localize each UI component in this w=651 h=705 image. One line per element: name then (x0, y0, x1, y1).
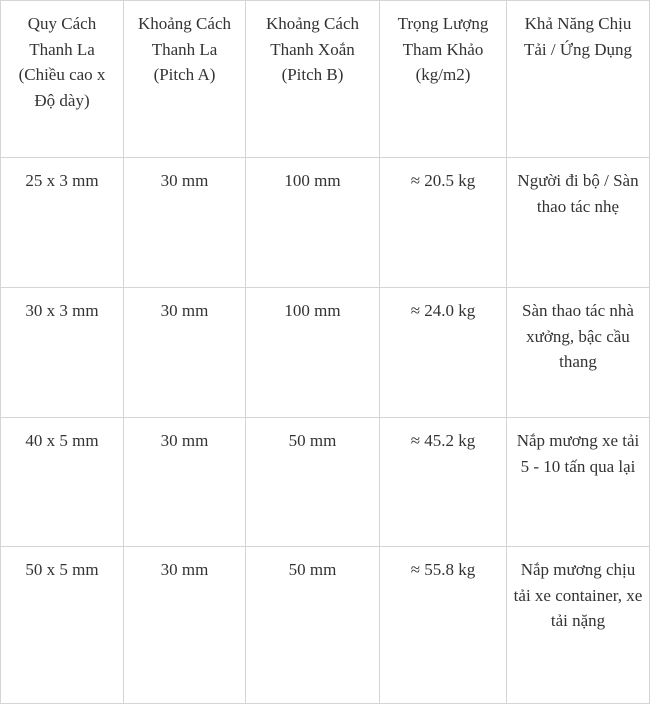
header-bar-size: Quy Cách Thanh La (Chiều cao x Độ dày) (1, 1, 124, 158)
cell-cross-bar-pitch: 50 mm (246, 418, 380, 547)
cell-load-application: Nắp mương chịu tải xe container, xe tải nặng (507, 547, 650, 704)
header-weight: Trọng Lượng Tham Khảo (kg/m2) (380, 1, 507, 158)
cell-bar-size: 30 x 3 mm (1, 288, 124, 418)
cell-weight: ≈ 20.5 kg (380, 158, 507, 288)
cell-bar-size: 40 x 5 mm (1, 418, 124, 547)
header-bar-pitch: Khoảng Cách Thanh La (Pitch A) (124, 1, 246, 158)
cell-cross-bar-pitch: 100 mm (246, 288, 380, 418)
cell-bar-pitch: 30 mm (124, 158, 246, 288)
cell-load-application: Sàn thao tác nhà xưởng, bậc cầu thang (507, 288, 650, 418)
cell-bar-size: 50 x 5 mm (1, 547, 124, 704)
header-row (1, 1, 650, 158)
cell-bar-size: 25 x 3 mm (1, 158, 124, 288)
table-row (1, 158, 650, 288)
table-body (1, 158, 650, 704)
cell-bar-pitch: 30 mm (124, 418, 246, 547)
cell-weight: ≈ 45.2 kg (380, 418, 507, 547)
cell-bar-pitch: 30 mm (124, 547, 246, 704)
header-load-application: Khả Năng Chịu Tải / Ứng Dụng (507, 1, 650, 158)
table-row (1, 288, 650, 418)
cell-load-application: Người đi bộ / Sàn thao tác nhẹ (507, 158, 650, 288)
header-cross-bar-pitch: Khoảng Cách Thanh Xoắn (Pitch B) (246, 1, 380, 158)
cell-cross-bar-pitch: 50 mm (246, 547, 380, 704)
cell-cross-bar-pitch: 100 mm (246, 158, 380, 288)
table-row (1, 418, 650, 547)
cell-weight: ≈ 24.0 kg (380, 288, 507, 418)
cell-weight: ≈ 55.8 kg (380, 547, 507, 704)
table-header (1, 1, 650, 158)
cell-bar-pitch: 30 mm (124, 288, 246, 418)
table-row (1, 547, 650, 704)
cell-load-application: Nắp mương xe tải 5 - 10 tấn qua lại (507, 418, 650, 547)
